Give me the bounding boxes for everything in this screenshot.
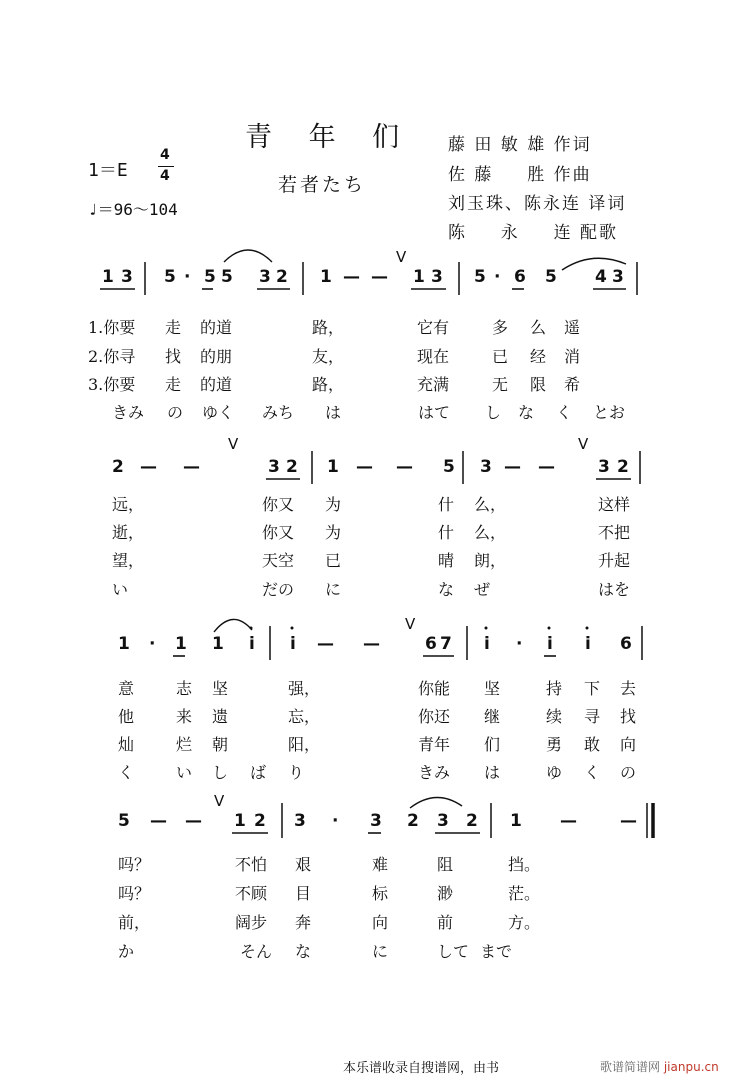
svg-text:V: V bbox=[228, 435, 239, 453]
svg-text:7: 7 bbox=[440, 634, 452, 654]
lyric-word: 经 bbox=[530, 347, 547, 366]
lyric-word: 挡。 bbox=[508, 855, 541, 874]
svg-text:3: 3 bbox=[431, 267, 443, 287]
lyric-word: 遥 bbox=[564, 318, 581, 337]
svg-text:3: 3 bbox=[437, 811, 449, 831]
svg-text:5: 5 bbox=[443, 457, 455, 477]
credit-translator: 刘玉珠、陈永连 译词 bbox=[448, 194, 627, 214]
lyric-word: 阔步 bbox=[235, 913, 268, 932]
lyric-word: く bbox=[584, 763, 601, 782]
lyric-word: きみ bbox=[418, 763, 451, 782]
lyric-word: 来 bbox=[176, 707, 193, 726]
credit-arranger: 陈 永 连 配歌 bbox=[448, 223, 619, 243]
lyric-word: 不怕 bbox=[235, 855, 268, 874]
svg-text:3: 3 bbox=[480, 457, 492, 477]
svg-text:2: 2 bbox=[286, 457, 298, 477]
lyric-word: 的朋 bbox=[200, 347, 233, 366]
lyric-verse-3-line-2 bbox=[0, 548, 735, 572]
svg-text:1: 1 bbox=[327, 457, 339, 477]
svg-text:V: V bbox=[405, 615, 416, 633]
lyric-word: 逝， bbox=[112, 523, 145, 542]
lyric-word: ば bbox=[250, 763, 267, 782]
svg-text:i: i bbox=[290, 634, 296, 654]
lyric-word: 阳， bbox=[288, 735, 321, 754]
lyric-word: 天空 bbox=[262, 551, 295, 570]
time-signature-bottom: 4 bbox=[160, 168, 170, 184]
lyric-verse-3-line-1 bbox=[0, 372, 735, 396]
lyric-word: の bbox=[167, 403, 184, 422]
lyric-word: は bbox=[325, 403, 342, 422]
lyric-word: 你又 bbox=[262, 495, 295, 514]
lyric-word: 艰 bbox=[295, 855, 312, 874]
lyric-word: そん bbox=[240, 942, 273, 961]
svg-text:5: 5 bbox=[204, 267, 216, 287]
lyric-word: 已 bbox=[325, 551, 342, 570]
lyric-word: 下 bbox=[584, 679, 601, 698]
svg-text:3: 3 bbox=[598, 457, 610, 477]
lyric-word: 你还 bbox=[418, 707, 451, 726]
lyric-word: みち bbox=[262, 403, 295, 422]
lyric-word: 的道 bbox=[200, 318, 233, 337]
lyric-word: 们 bbox=[484, 735, 501, 754]
lyric-word: 这样 bbox=[598, 495, 631, 514]
svg-text:3: 3 bbox=[370, 811, 382, 831]
svg-text:—: — bbox=[150, 811, 167, 831]
svg-text:i: i bbox=[585, 634, 591, 654]
lyric-word: 充满 bbox=[417, 375, 450, 394]
lyric-word: 吗？ bbox=[118, 855, 151, 874]
lyric-word: 升起 bbox=[598, 551, 631, 570]
svg-text:i: i bbox=[484, 634, 490, 654]
lyric-word: 志 bbox=[176, 679, 193, 698]
lyric-word: 么， bbox=[474, 495, 507, 514]
svg-text:—: — bbox=[185, 811, 202, 831]
lyric-word: 勇 bbox=[546, 735, 563, 754]
credit-lyricist: 藤 田 敏 雄 作词 bbox=[448, 135, 592, 155]
svg-text:—: — bbox=[620, 811, 637, 831]
watermark-text-b: jianpu.cn bbox=[663, 1060, 719, 1074]
svg-text:2: 2 bbox=[276, 267, 288, 287]
lyric-word: 消 bbox=[564, 347, 581, 366]
svg-text:·: · bbox=[516, 634, 523, 654]
lyric-verse-2-line-1 bbox=[0, 344, 735, 368]
lyric-word: 茫。 bbox=[508, 884, 541, 903]
lyric-word: な bbox=[518, 403, 535, 422]
staff-line-2 bbox=[112, 435, 640, 484]
svg-text:3: 3 bbox=[612, 267, 624, 287]
lyric-word: 么， bbox=[474, 523, 507, 542]
time-signature-top: 4 bbox=[160, 147, 170, 163]
lyric-word: 找 bbox=[165, 347, 182, 366]
lyric-word: はを bbox=[598, 580, 631, 599]
svg-text:5: 5 bbox=[545, 267, 557, 287]
site-watermark bbox=[600, 1058, 719, 1075]
lyric-word: 目 bbox=[295, 884, 312, 903]
lyric-word: 望， bbox=[112, 551, 145, 570]
lyric-word: 前 bbox=[437, 913, 454, 932]
svg-text:—: — bbox=[396, 457, 413, 477]
svg-text:1: 1 bbox=[102, 267, 114, 287]
lyric-word: 坚 bbox=[484, 679, 501, 698]
source-footer: 本乐谱收录自搜谱网，由书 bbox=[343, 1061, 500, 1076]
credit-composer: 佐 藤 胜 作曲 bbox=[448, 165, 592, 185]
lyric-word: 3.你要 bbox=[88, 375, 136, 394]
lyric-word: 续 bbox=[546, 707, 563, 726]
lyric-word: 走 bbox=[165, 318, 182, 337]
lyric-word: 青年 bbox=[418, 735, 451, 754]
lyric-word: 标 bbox=[372, 884, 389, 903]
svg-text:5: 5 bbox=[118, 811, 130, 831]
svg-text:5: 5 bbox=[474, 267, 486, 287]
lyric-word: 灿 bbox=[118, 735, 135, 754]
svg-text:i: i bbox=[249, 634, 255, 654]
svg-text:1: 1 bbox=[320, 267, 332, 287]
lyric-word: 多 bbox=[492, 318, 509, 337]
lyric-word: きみ bbox=[112, 403, 145, 422]
lyric-word: 无 bbox=[492, 375, 509, 394]
lyric-word: な bbox=[295, 942, 312, 961]
lyric-word: に bbox=[372, 942, 389, 961]
lyric-japanese-line-1 bbox=[0, 400, 735, 424]
svg-text:—: — bbox=[356, 457, 373, 477]
lyric-word: 什 bbox=[438, 523, 455, 542]
lyric-word: い bbox=[176, 763, 193, 782]
lyric-verse-1-line-2 bbox=[0, 492, 735, 516]
lyric-word: 持 bbox=[546, 679, 563, 698]
lyric-word: 已 bbox=[492, 347, 509, 366]
svg-text:V: V bbox=[214, 792, 225, 810]
lyric-verse-3-line-4 bbox=[0, 910, 735, 934]
svg-text:V: V bbox=[578, 435, 589, 453]
lyric-word: か bbox=[118, 942, 135, 961]
lyric-word: 阻 bbox=[437, 855, 454, 874]
lyric-word: ゆ bbox=[546, 763, 563, 782]
svg-text:—: — bbox=[343, 267, 360, 287]
lyric-verse-1-line-4 bbox=[0, 852, 735, 876]
svg-text:1: 1 bbox=[234, 811, 246, 831]
lyric-word: して bbox=[437, 942, 470, 961]
lyric-word: の bbox=[620, 763, 637, 782]
lyric-word: に bbox=[325, 580, 342, 599]
svg-text:—: — bbox=[538, 457, 555, 477]
lyric-word: は bbox=[484, 763, 501, 782]
lyric-word: 坚 bbox=[212, 679, 229, 698]
lyric-word: 晴 bbox=[438, 551, 455, 570]
lyric-word: 希 bbox=[564, 375, 581, 394]
lyric-word: 去 bbox=[620, 679, 637, 698]
lyric-word: な bbox=[438, 580, 455, 599]
tempo-marking: ♩＝96～104 bbox=[88, 200, 178, 219]
lyric-word: 敢 bbox=[584, 735, 601, 754]
svg-text:2: 2 bbox=[466, 811, 478, 831]
lyric-word: 的道 bbox=[200, 375, 233, 394]
lyric-word: 路， bbox=[312, 375, 345, 394]
svg-text:V: V bbox=[396, 248, 407, 266]
lyric-word: 你又 bbox=[262, 523, 295, 542]
lyric-word: 忘， bbox=[288, 707, 321, 726]
lyric-word: 远， bbox=[112, 495, 145, 514]
svg-text:—: — bbox=[504, 457, 521, 477]
lyric-word: ぜ bbox=[474, 580, 491, 599]
lyric-word: 友， bbox=[312, 347, 345, 366]
svg-text:2: 2 bbox=[617, 457, 629, 477]
lyric-word: ゆく bbox=[202, 403, 235, 422]
lyric-verse-2-line-3 bbox=[0, 704, 735, 728]
lyric-verse-1-line-3 bbox=[0, 676, 735, 700]
lyric-word: 吗？ bbox=[118, 884, 151, 903]
lyric-word: 继 bbox=[484, 707, 501, 726]
lyric-word: 你能 bbox=[418, 679, 451, 698]
lyric-word: 寻 bbox=[584, 707, 601, 726]
lyric-word: 找 bbox=[620, 707, 637, 726]
lyric-word: 走 bbox=[165, 375, 182, 394]
lyric-word: く bbox=[118, 763, 135, 782]
lyric-word: 限 bbox=[530, 375, 547, 394]
lyric-word: 现在 bbox=[417, 347, 450, 366]
svg-text:3: 3 bbox=[259, 267, 271, 287]
song-title: 青 年 们 bbox=[245, 122, 414, 153]
lyric-word: 它有 bbox=[417, 318, 450, 337]
lyric-verse-2-line-2 bbox=[0, 520, 735, 544]
staff-line-3 bbox=[118, 615, 642, 660]
svg-text:3: 3 bbox=[294, 811, 306, 831]
svg-text:6: 6 bbox=[514, 267, 526, 287]
svg-text:5: 5 bbox=[164, 267, 176, 287]
lyric-word: 奔 bbox=[295, 913, 312, 932]
lyric-word: だの bbox=[262, 580, 295, 599]
svg-text:—: — bbox=[363, 634, 380, 654]
staff-line-1 bbox=[100, 248, 637, 295]
lyric-word: 为 bbox=[325, 523, 342, 542]
svg-text:2: 2 bbox=[254, 811, 266, 831]
lyric-word: まで bbox=[480, 942, 513, 961]
lyric-word: 向 bbox=[372, 913, 389, 932]
svg-text:—: — bbox=[317, 634, 334, 654]
lyric-word: はて bbox=[418, 403, 451, 422]
staff-line-4 bbox=[118, 792, 653, 838]
svg-text:2: 2 bbox=[407, 811, 419, 831]
lyric-verse-3-line-3 bbox=[0, 732, 735, 756]
lyric-word: 不顾 bbox=[235, 884, 268, 903]
svg-text:3: 3 bbox=[121, 267, 133, 287]
svg-text:3: 3 bbox=[268, 457, 280, 477]
svg-text:—: — bbox=[140, 457, 157, 477]
lyric-word: 强， bbox=[288, 679, 321, 698]
lyric-word: り bbox=[288, 763, 305, 782]
svg-text:—: — bbox=[371, 267, 388, 287]
lyric-word: 朝 bbox=[212, 735, 229, 754]
lyric-japanese-line-4 bbox=[0, 939, 735, 963]
lyric-verse-1-line-1 bbox=[0, 315, 735, 339]
svg-text:·: · bbox=[184, 267, 191, 287]
lyric-word: 难 bbox=[372, 855, 389, 874]
lyric-word: とお bbox=[593, 403, 626, 422]
svg-text:6: 6 bbox=[425, 634, 437, 654]
watermark-text-a: 歌谱简谱网 bbox=[600, 1060, 661, 1074]
svg-text:1: 1 bbox=[510, 811, 522, 831]
lyric-word: し bbox=[485, 403, 502, 422]
lyric-word: 不把 bbox=[598, 523, 631, 542]
svg-text:·: · bbox=[332, 811, 339, 831]
key-signature: 1＝E bbox=[88, 160, 128, 181]
lyric-word: 么 bbox=[530, 318, 547, 337]
lyric-word: 方。 bbox=[508, 913, 541, 932]
lyric-word: 朗， bbox=[474, 551, 507, 570]
svg-text:1: 1 bbox=[212, 634, 224, 654]
lyric-word: 前， bbox=[118, 913, 151, 932]
svg-text:·: · bbox=[149, 634, 156, 654]
svg-text:5: 5 bbox=[221, 267, 233, 287]
lyric-word: 烂 bbox=[176, 735, 193, 754]
lyric-word: 什 bbox=[438, 495, 455, 514]
svg-text:4: 4 bbox=[595, 267, 607, 287]
lyric-word: い bbox=[112, 580, 129, 599]
svg-text:1: 1 bbox=[118, 634, 130, 654]
lyric-word: 2.你寻 bbox=[88, 347, 136, 366]
lyric-word: 他 bbox=[118, 707, 135, 726]
lyric-verse-2-line-4 bbox=[0, 881, 735, 905]
lyric-word: 路， bbox=[312, 318, 345, 337]
lyric-japanese-line-2 bbox=[0, 577, 735, 601]
lyric-word: 遗 bbox=[212, 707, 229, 726]
svg-text:·: · bbox=[494, 267, 501, 287]
lyric-word: 渺 bbox=[437, 884, 454, 903]
svg-text:1: 1 bbox=[413, 267, 425, 287]
lyric-word: 为 bbox=[325, 495, 342, 514]
lyric-word: し bbox=[212, 763, 229, 782]
svg-text:—: — bbox=[560, 811, 577, 831]
song-subtitle: 若者たち bbox=[278, 174, 367, 196]
svg-text:6: 6 bbox=[620, 634, 632, 654]
lyric-word: 向 bbox=[620, 735, 637, 754]
svg-text:1: 1 bbox=[175, 634, 187, 654]
svg-text:2: 2 bbox=[112, 457, 124, 477]
lyric-word: 1.你要 bbox=[88, 318, 136, 337]
lyric-japanese-line-3 bbox=[0, 760, 735, 784]
lyric-word: く bbox=[556, 403, 573, 422]
svg-text:i: i bbox=[547, 634, 553, 654]
lyric-word: 意 bbox=[118, 679, 135, 698]
svg-text:—: — bbox=[183, 457, 200, 477]
